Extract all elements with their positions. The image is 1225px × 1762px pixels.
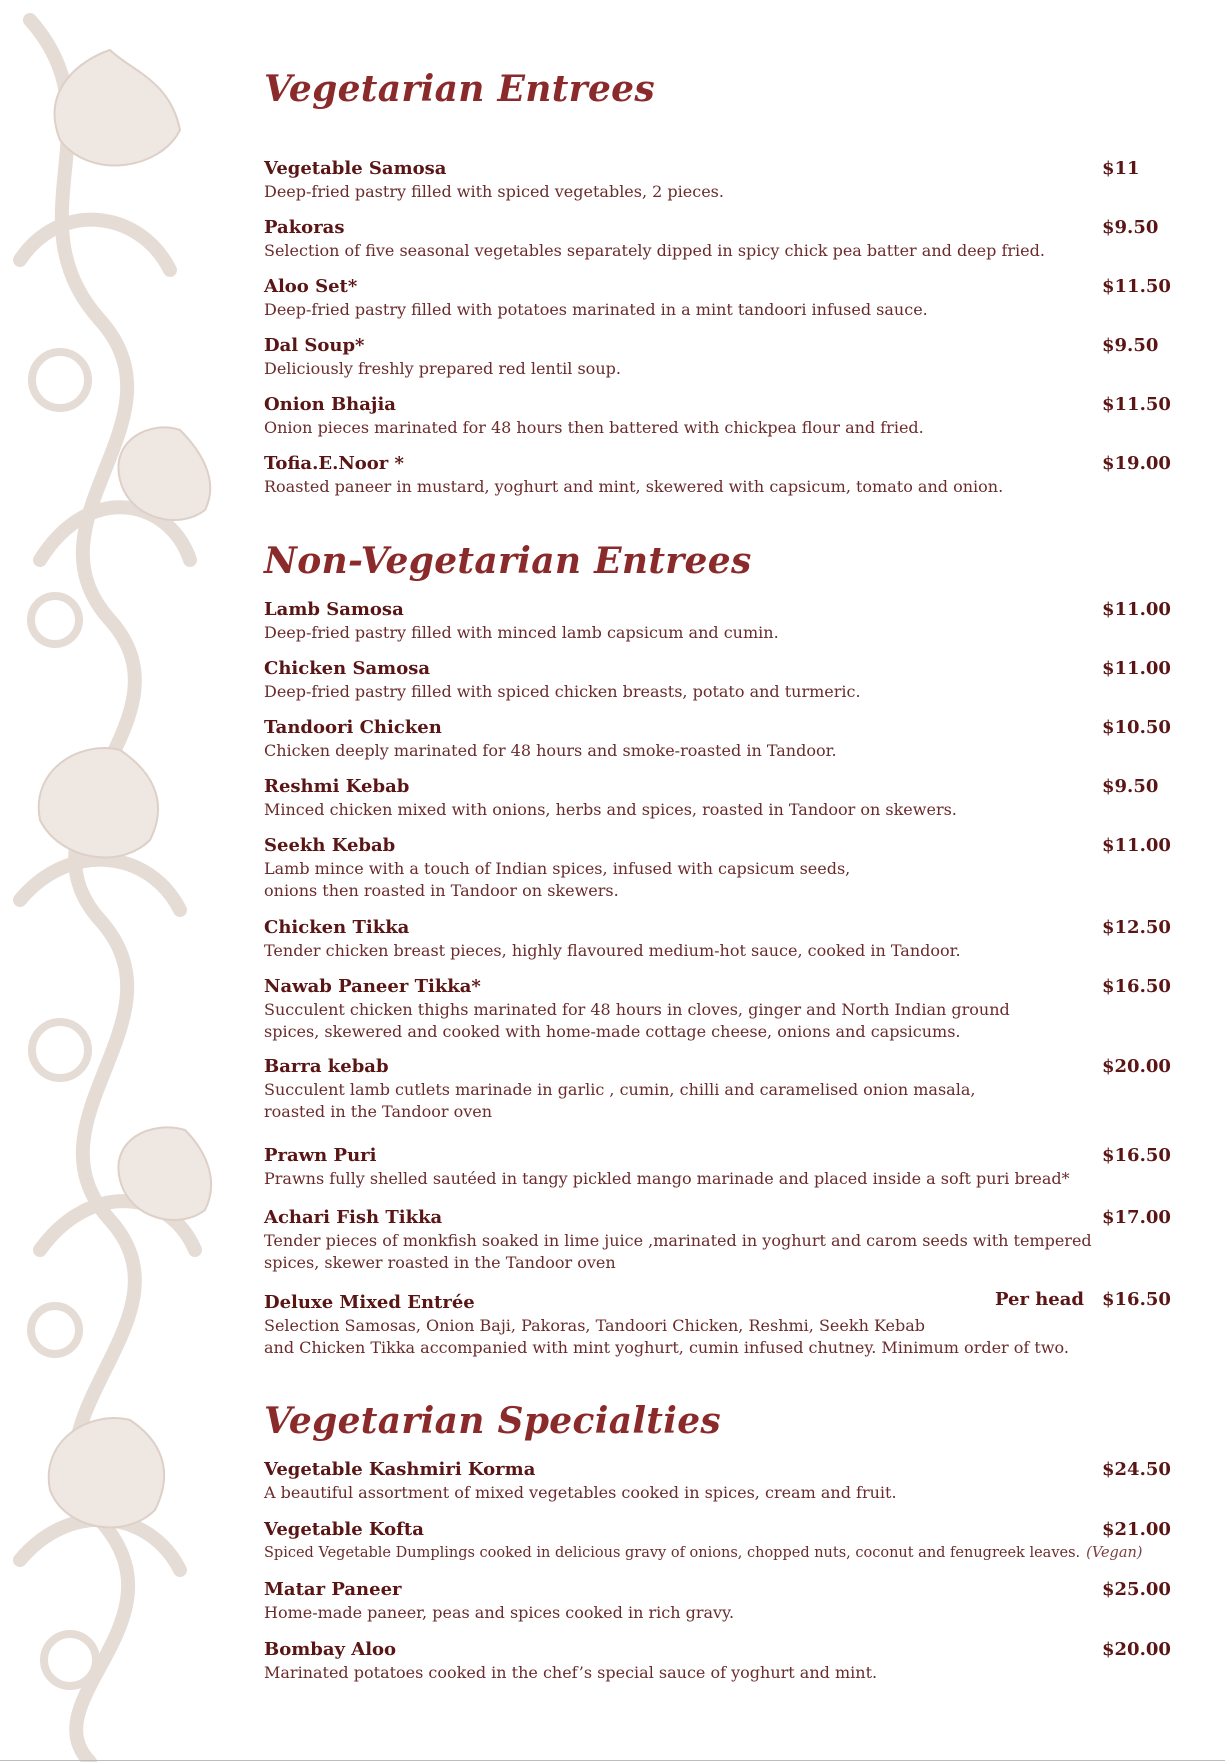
menu-item xyxy=(264,216,1164,262)
item-name: Prawn Puri xyxy=(264,1145,377,1166)
item-price: $20.00 xyxy=(1102,1639,1171,1660)
item-name: Lamb Samosa xyxy=(264,599,404,620)
item-price: $9.50 xyxy=(1102,776,1159,797)
item-price: $12.50 xyxy=(1102,917,1171,938)
menu-item xyxy=(264,775,1164,821)
item-price: $11.00 xyxy=(1102,658,1171,679)
item-price: $21.00 xyxy=(1102,1519,1171,1540)
item-price: $11.00 xyxy=(1102,599,1171,620)
section-title-non-vegetarian-entrees: Non-Vegetarian Entrees xyxy=(264,540,752,582)
item-description-line2: roasted in the Tandoor oven xyxy=(264,1102,493,1121)
menu-item xyxy=(264,393,1171,439)
item-description: Deep-fried pastry filled with potatoes marinated in a mint tandoori infused sauce. xyxy=(264,300,928,319)
page-bottom-divider xyxy=(0,1760,1225,1761)
item-description: A beautiful assortment of mixed vegetables cooked in spices, cream and fruit. xyxy=(264,1483,897,1502)
vegan-tag: (Vegan) xyxy=(1086,1545,1143,1561)
item-price: $25.00 xyxy=(1102,1579,1171,1600)
item-description: Deep-fried pastry filled with spiced vegetables, 2 pieces. xyxy=(264,182,724,201)
item-description-line2: and Chicken Tikka accompanied with mint yoghurt, cumin infused chutney. Minimum order of two. xyxy=(264,1338,1069,1357)
item-price: $9.50 xyxy=(1102,335,1159,356)
item-name: Chicken Samosa xyxy=(264,658,430,679)
item-description: Tender pieces of monkfish soaked in lime juice ,marinated in yoghurt and carom seeds with tempered xyxy=(264,1231,1092,1250)
item-name: Chicken Tikka xyxy=(264,917,410,938)
item-description: Chicken deeply marinated for 48 hours and smoke-roasted in Tandoor. xyxy=(264,741,837,760)
item-description: Tender chicken breast pieces, highly flavoured medium-hot sauce, cooked in Tandoor. xyxy=(264,941,961,960)
item-description: Lamb mince with a touch of Indian spices, infused with capsicum seeds, xyxy=(264,859,851,878)
item-price: $20.00 xyxy=(1102,1056,1171,1077)
item-description-line2: spices, skewer roasted in the Tandoor oven xyxy=(264,1253,616,1272)
item-description-line2: spices, skewered and cooked with home-made cottage cheese, onions and capsicums. xyxy=(264,1022,961,1041)
menu-item xyxy=(264,1518,1171,1564)
item-name: Dal Soup* xyxy=(264,335,365,356)
item-description-line2: onions then roasted in Tandoor on skewers. xyxy=(264,881,619,900)
item-price: $16.50 xyxy=(1102,1145,1171,1166)
item-description: Deliciously freshly prepared red lentil soup. xyxy=(264,359,621,378)
item-price: $11 xyxy=(1102,158,1140,179)
item-description: Roasted paneer in mustard, yoghurt and mint, skewered with capsicum, tomato and onion. xyxy=(264,477,1004,496)
item-description: Marinated potatoes cooked in the chef’s special sauce of yoghurt and mint. xyxy=(264,1663,878,1682)
menu-item xyxy=(264,916,1171,962)
item-name: Tandoori Chicken xyxy=(264,717,442,738)
item-name: Aloo Set* xyxy=(264,276,358,297)
item-price: $9.50 xyxy=(1102,217,1159,238)
item-price: $17.00 xyxy=(1102,1207,1171,1228)
item-price: $11.50 xyxy=(1102,394,1171,415)
item-name: Pakoras xyxy=(264,217,345,238)
item-name: Reshmi Kebab xyxy=(264,776,410,797)
item-name: Tofia.E.Noor * xyxy=(264,453,404,474)
item-name: Matar Paneer xyxy=(264,1579,402,1600)
item-description: Succulent lamb cutlets marinade in garlic , cumin, chilli and caramelised onion masala, xyxy=(264,1080,976,1099)
item-name: Barra kebab xyxy=(264,1056,389,1077)
menu-item xyxy=(264,975,1171,1043)
section-title-vegetarian-entrees: Vegetarian Entrees xyxy=(264,68,655,110)
item-price: $16.50 xyxy=(1102,976,1171,997)
item-name: Seekh Kebab xyxy=(264,835,396,856)
floral-ornament xyxy=(0,0,240,1762)
menu-item xyxy=(264,452,1171,498)
item-description: Deep-fried pastry filled with spiced chicken breasts, potato and turmeric. xyxy=(264,682,861,701)
item-description: Minced chicken mixed with onions, herbs and spices, roasted in Tandoor on skewers. xyxy=(264,800,957,819)
item-price: $11.50 xyxy=(1102,276,1171,297)
item-description: Succulent chicken thighs marinated for 48 hours in cloves, ginger and North Indian ground xyxy=(264,1000,1010,1019)
menu-item xyxy=(264,1144,1171,1190)
item-description: Prawns fully shelled sautéed in tangy pickled mango marinade and placed inside a soft puri bread* xyxy=(264,1169,1070,1188)
item-name: Vegetable Samosa xyxy=(264,158,447,179)
item-per-head-label: Per head xyxy=(994,1289,1084,1310)
menu-item xyxy=(264,716,1171,762)
item-description: Deep-fried pastry filled with minced lamb capsicum and cumin. xyxy=(264,623,779,642)
menu-item xyxy=(264,1638,1171,1684)
item-price: $19.00 xyxy=(1102,453,1171,474)
item-price: $11.00 xyxy=(1102,835,1171,856)
menu-item xyxy=(264,1206,1171,1274)
item-name: Bombay Aloo xyxy=(264,1639,397,1660)
item-description: Spiced Vegetable Dumplings cooked in delicious gravy of onions, chopped nuts, coconut and fenugreek leaves. xyxy=(264,1545,1081,1561)
menu-item xyxy=(264,1055,1171,1123)
item-price: $24.50 xyxy=(1102,1459,1171,1480)
menu-item xyxy=(264,334,1164,380)
item-description: Selection Samosas, Onion Baji, Pakoras, Tandoori Chicken, Reshmi, Seekh Kebab xyxy=(264,1316,925,1335)
menu-item xyxy=(264,157,1164,203)
menu-item xyxy=(264,1289,1171,1359)
section-title-vegetarian-specialties: Vegetarian Specialties xyxy=(264,1400,721,1442)
item-description: Onion pieces marinated for 48 hours then battered with chickpea flour and fried. xyxy=(264,418,924,437)
menu-item xyxy=(264,598,1171,644)
item-description: Selection of five seasonal vegetables separately dipped in spicy chick pea batter and deep fried. xyxy=(264,241,1045,260)
menu-item xyxy=(264,657,1171,703)
menu-item xyxy=(264,834,1171,902)
menu-item xyxy=(264,1578,1171,1624)
menu-item xyxy=(264,275,1171,321)
item-price: $10.50 xyxy=(1102,717,1171,738)
item-name: Deluxe Mixed Entrée xyxy=(264,1292,475,1313)
item-name: Onion Bhajia xyxy=(264,394,396,415)
item-name: Vegetable Kofta xyxy=(264,1519,424,1540)
item-price: $16.50 xyxy=(1102,1289,1171,1310)
item-description: Home-made paneer, peas and spices cooked in rich gravy. xyxy=(264,1603,735,1622)
item-name: Achari Fish Tikka xyxy=(264,1207,443,1228)
item-name: Nawab Paneer Tikka* xyxy=(264,976,481,997)
menu-item xyxy=(264,1458,1171,1504)
item-name: Vegetable Kashmiri Korma xyxy=(264,1459,536,1480)
item-description-row xyxy=(264,1542,1164,1564)
